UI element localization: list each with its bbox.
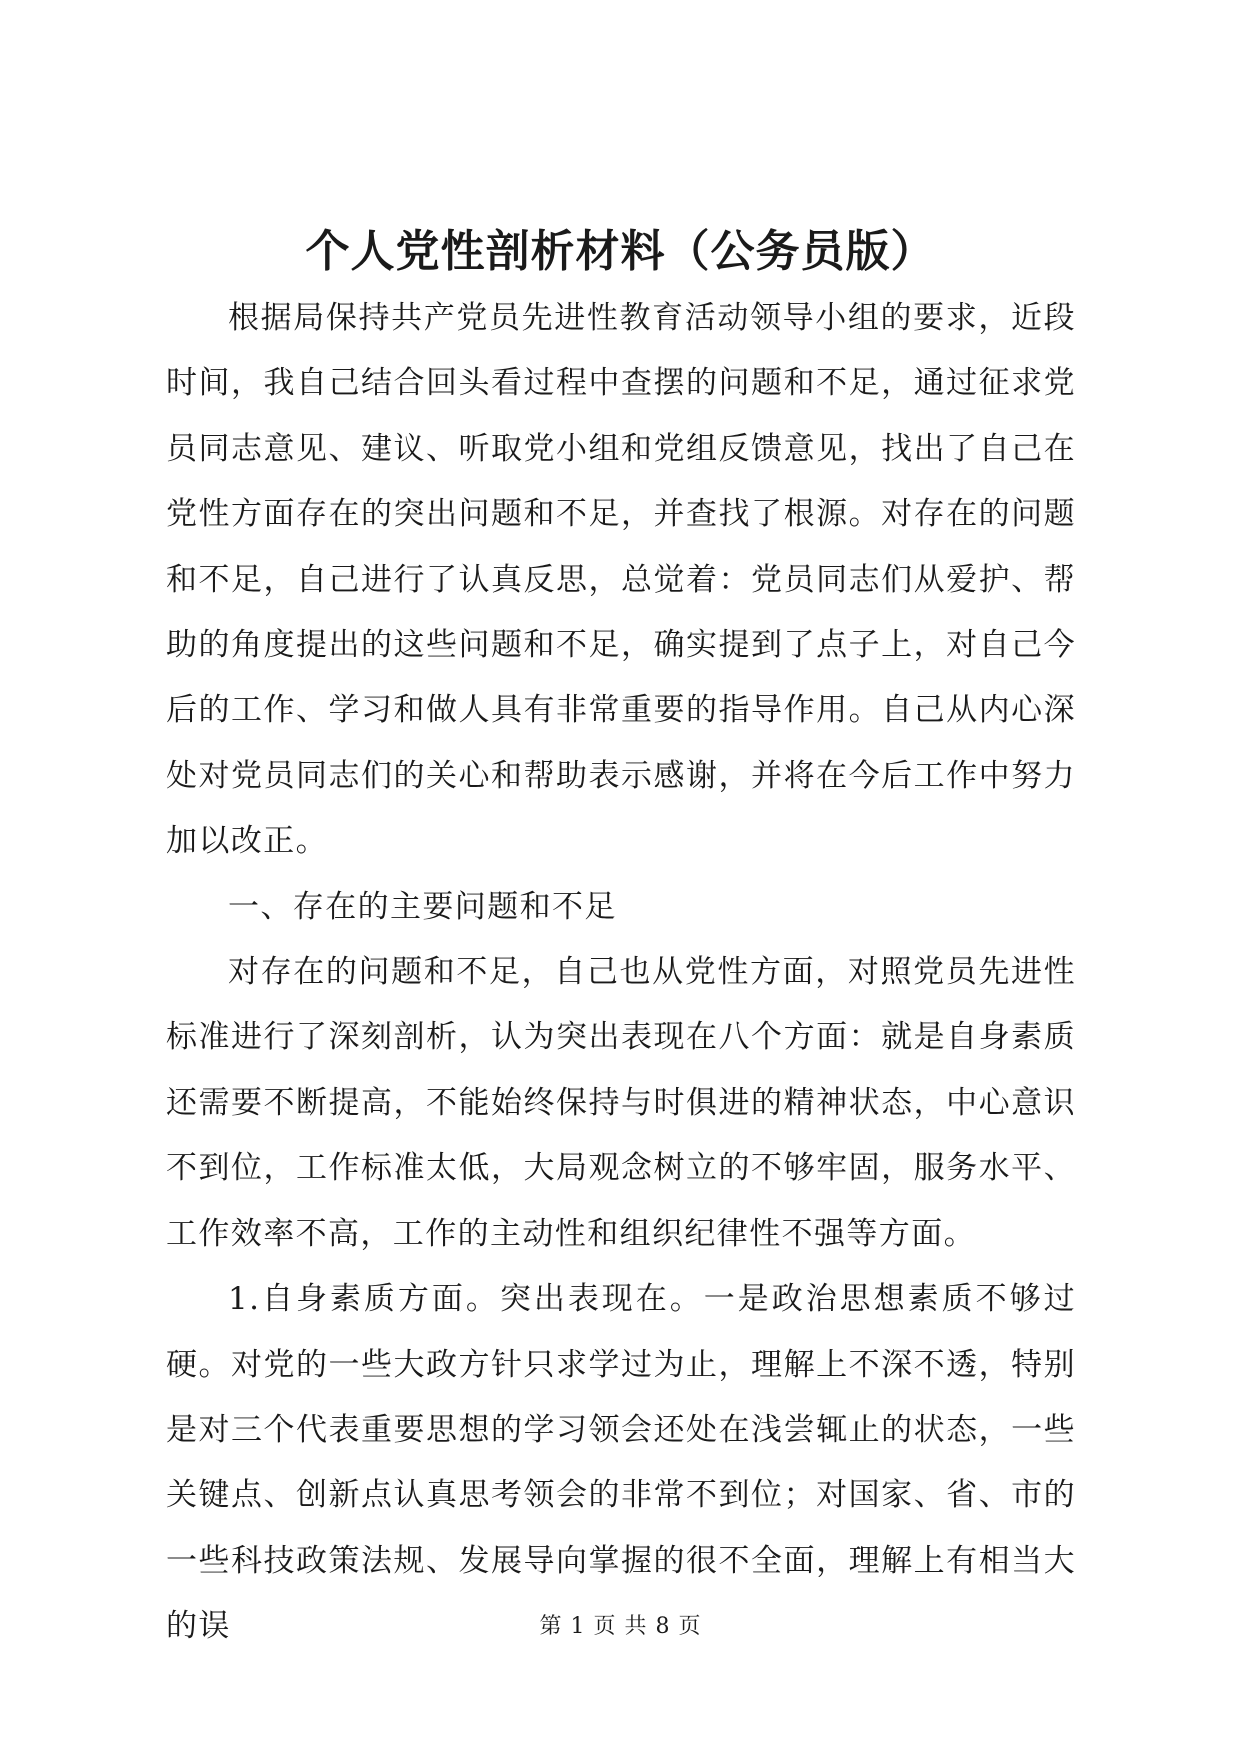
page-footer: 第 1 页 共 8 页 [539,1614,702,1639]
item-paragraph: 1.自身素质方面。突出表现在。一是政治思想素质不够过硬。对党的一些大政方针只求学过为止，理解上不深不透，特别是对三个代表重要思想的学习领会还处在浅尝辄止的状态，一些关键点、创新点认真思考领会的非常不到位；对国家、省、市的一些科技政策法规、发展导向掌握的很不全面，理解上有相当大的误 [166,1281,1076,1645]
analysis-paragraph: 对存在的问题和不足，自己也从党性方面，对照党员先进性标准进行了深刻剖析，认为突出表现在八个方面：就是自身素质还需要不断提高，不能始终保持与时俱进的精神状态，中心意识不到位，工作标准太低，大局观念树立的不够牢固，服务水平、工作效率不高，工作的主动性和组织纪律性不强等方面。 [166,954,1076,1252]
intro-paragraph: 根据局保持共产党员先进性教育活动领导小组的要求，近段时间，我自己结合回头看过程中查摆的问题和不足，通过征求党员同志意见、建议、听取党小组和党组反馈意见，找出了自己在党性方面存在的突出问题和不足，并查找了根源。对存在的问题和不足，自己进行了认真反思，总觉着：党员同志们从爱护、帮助的角度提出的这些问题和不足，确实提到了点子上，对自己今后的工作、学习和做人具有非常重要的指导作用。自己从内心深处对党员同志们的关心和帮助表示感谢，并将在今后工作中努力加以改正。 [166,300,1076,860]
document-title: 个人党性剖析材料（公务员版） [305,226,936,277]
section-heading: 一、存在的主要问题和不足 [228,888,617,925]
document-body [166,286,1076,1660]
